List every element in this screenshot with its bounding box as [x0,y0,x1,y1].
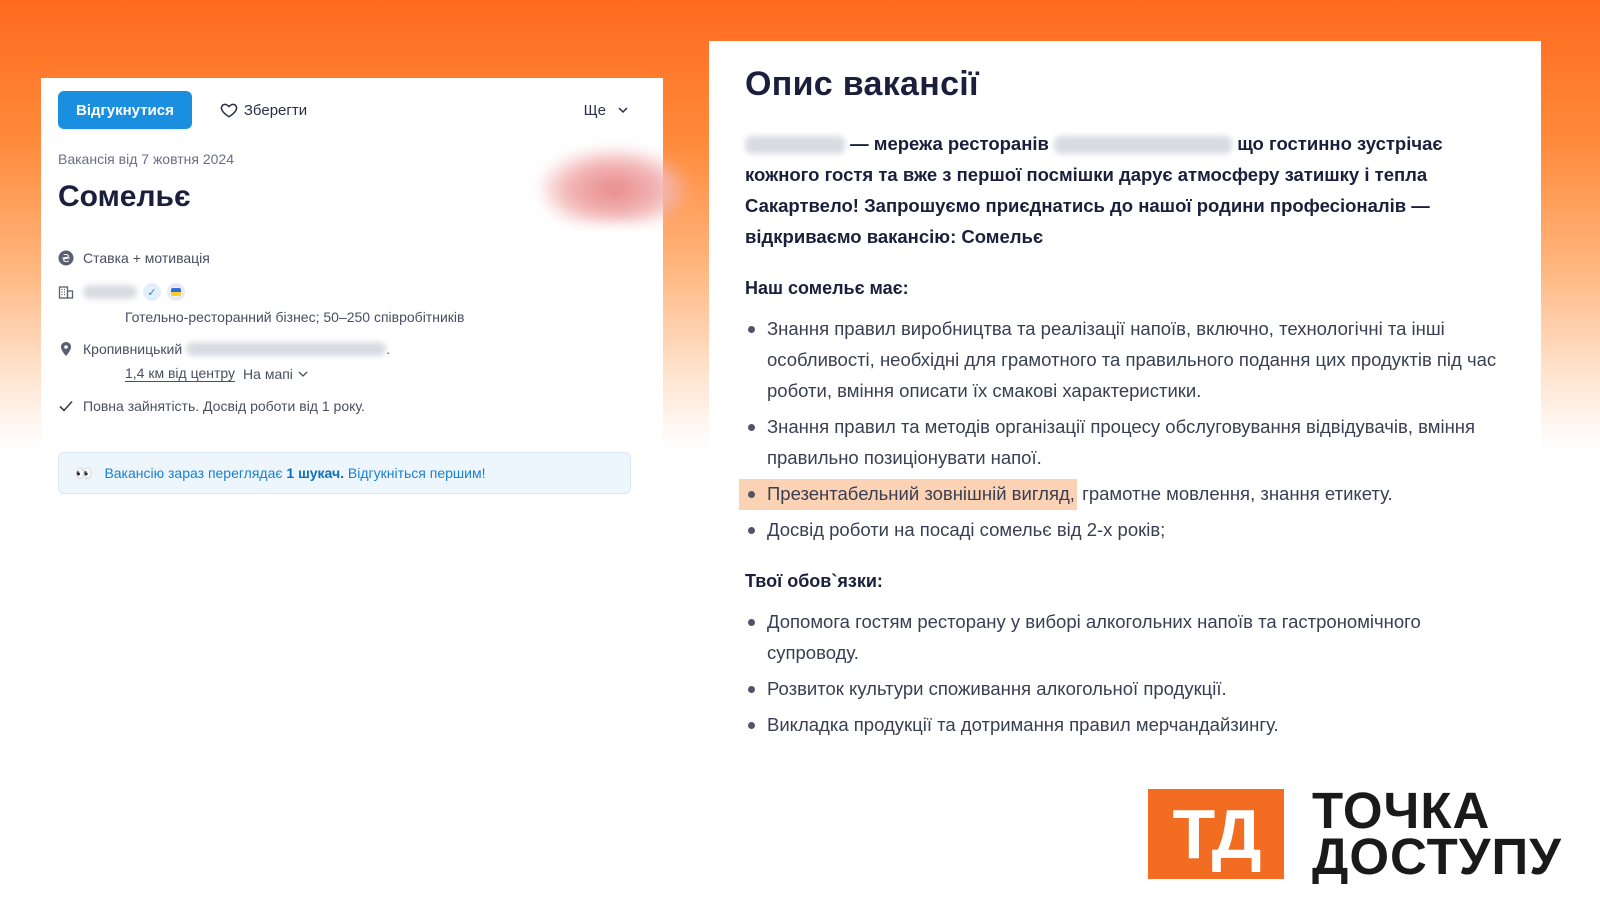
description-heading: Опис вакансії [745,65,979,103]
company-row [58,283,185,301]
apply-button[interactable]: Відгукнутися [58,91,192,129]
list-item: Викладка продукції та дотримання правил мерчандайзингу. [745,709,1505,740]
company-name-blurred[interactable] [83,285,137,299]
heart-icon [220,101,238,119]
save-label: Зберегти [243,101,308,119]
verified-icon: ✓ [143,283,161,301]
list-item: Розвиток культури споживання алкогольної продукції. [745,673,1505,704]
address-blurred [186,342,386,356]
ukraine-flag-icon [167,283,185,301]
map-toggle[interactable] [243,366,308,382]
vacancy-date: Вакансія від 7 жовтня 2024 [58,151,234,167]
check-icon [58,398,74,414]
list-item [745,478,1505,509]
hryvnia-icon [58,250,74,266]
location-pin-icon [58,341,74,357]
notice-suffix: Відгукніться першим! [344,465,486,481]
location-row [58,341,390,357]
salary-text: Ставка + мотивація [83,250,210,266]
requirements-list [745,313,1505,545]
notice-prefix: Вакансію зараз переглядає [104,465,287,481]
restaurant-name-blurred [1054,136,1232,154]
vacancy-summary-card [41,78,663,520]
salary-row [58,250,210,266]
list-item: Знання правил та методів організації процесу обслуговування відвідувачів, вміння правильно позиціонувати напої. [745,411,1505,473]
description-intro [745,128,1505,252]
more-label: Ще [583,101,606,119]
address-period: . [386,341,391,357]
brand-line-1: ТОЧКА [1312,782,1491,839]
intro-part-a: — мережа ресторанів [850,133,1049,154]
highlight-rest: грамотне мовлення, знання етикету. [1076,483,1393,504]
distance-link[interactable]: 1,4 км від центру [125,365,236,381]
intro-part-b: що гостинно зустрічає кожного гостя та вже з першої посмішки дарує атмосферу затишку і тепла Сакартвело! Запрошуємо приєднатись до нашої родини професіоналів — відкриваємо вакансію: Сомельє [745,133,1443,247]
chevron-down-icon [298,369,308,379]
building-icon [58,284,74,300]
action-toolbar [58,91,643,129]
save-button[interactable] [220,101,307,119]
map-label: На мапі [243,365,293,382]
brand-mark: ТД [1148,789,1284,879]
brand-name-blurred [745,136,845,154]
brand-logo [1148,782,1562,885]
list-item: Досвід роботи на посаді сомельє від 2-х років; [745,514,1505,545]
highlighted-text: Презентабельний зовнішній вигляд, [767,479,1077,510]
company-info: Готельно-ресторанний бізнес; 50–250 співробітників [125,309,465,325]
brand-line-2: ДОСТУПУ [1312,828,1562,885]
notice-viewers-count: 1 шукач. [286,465,345,481]
list-item: Допомога гостям ресторану у виборі алкогольних напоїв та гастрономічного супроводу. [745,606,1505,668]
requirements-title: Наш сомельє має: [745,278,909,298]
distance-row [125,365,308,382]
svg-text:₴: ₴ [61,252,71,265]
vacancy-title: Сомельє [58,180,191,213]
chevron-down-icon [618,105,628,115]
viewers-notice [58,452,631,494]
company-logo-blurred [539,148,689,223]
more-menu-button[interactable] [584,102,628,119]
city-text: Кропивницький [83,341,183,357]
list-item: Знання правил виробництва та реалізації напоїв, включно, технологічні та інші особливості, необхідні для грамотного та правильного подання цих продуктів під час роботи, вміння описати їх смакові характеристики. [745,313,1505,406]
duties-title: Твої обов`язки: [745,571,883,591]
employment-row [58,398,365,414]
eyes-icon: 👀 [75,464,91,481]
vacancy-description-card [709,41,1541,771]
employment-text: Повна зайнятість. Досвід роботи від 1 року. [83,398,365,414]
duties-list [745,606,1505,740]
brand-wordmark [1312,782,1562,885]
